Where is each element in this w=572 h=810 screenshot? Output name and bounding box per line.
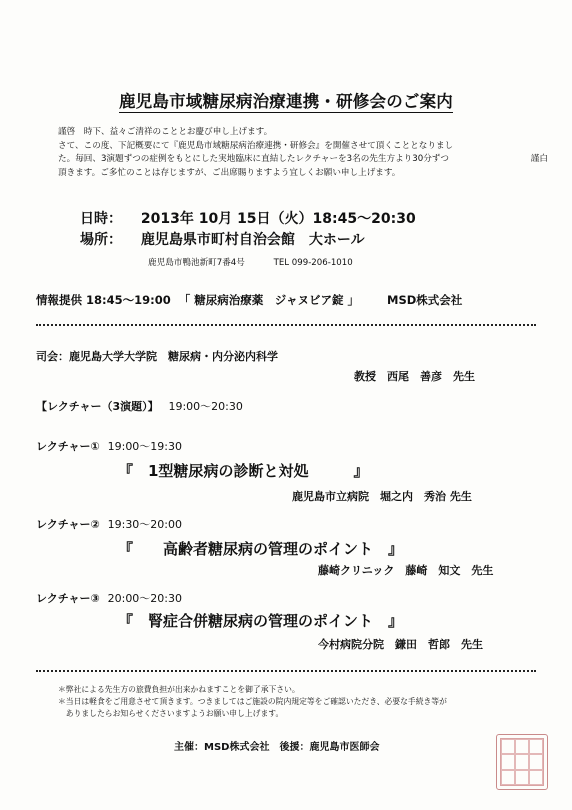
note: ありましたらお知らせくださいますようお願い申し上げます。 [58,709,284,718]
intro-line: た。毎回、3演題ずつの症例をもとにした実地臨床に直結したレクチャーを3名の先生方より30分ずつ [58,154,449,164]
association-seal [496,734,548,790]
lecture-time: 20:00～20:30 [107,592,183,605]
intro-line: 頂きます。ご多忙のことは存じますが、ご出席賜りますよう宜しくお願い申し上げます。 [58,167,401,178]
intro-paragraph [58,126,548,180]
intro-closing: 謹白 [530,154,548,164]
address: 鹿児島市鴨池新町7番4号 [148,258,245,268]
page-title: 鹿児島市域糖尿病治療連携・研修会のご案内 [119,92,453,111]
telephone: TEL 099-206-1010 [273,258,353,268]
date-label: 日時： [80,211,122,227]
date-value: 2013年 10月 15日（火）18:45～20:30 [140,211,416,227]
lecture-label: レクチャー③ [36,592,100,605]
info-company: MSD株式会社 [387,293,463,307]
chair-name: 教授 西尾 善彦 先生 [354,370,475,383]
lecture-title: 『 高齢者糖尿病の管理のポイント 』 [118,540,404,558]
lecture-header-label: 【レクチャー（3演題）】 [36,400,159,413]
info-product: 「 糖尿病治療薬 ジャヌビア錠 」 [178,293,360,307]
dotted-divider [36,324,536,326]
note: ＊当日は軽食をご用意させて頂きます。つきましてはご施設の院内規定等をご確認いただき、必要な手続き等が [58,697,447,706]
lecture-label: レクチャー① [36,440,100,453]
sponsor-line: 主催：MSD株式会社 後援：鹿児島市医師会 [174,742,380,753]
lecture-time: 19:00～19:30 [107,440,183,453]
intro-line: 謹啓 時下、益々ご清祥のこととお慶び申し上げます。 [58,127,273,137]
lecture-header-time: 19:00～20:30 [168,400,243,413]
intro-line: さて、この度、下記概要にて『鹿児島市域糖尿病治療連携・研修会』を開催させて頂くこととなりまし [58,140,454,151]
place-label: 場所： [80,232,122,248]
lecture-time: 19:30～20:00 [107,518,183,531]
place-value: 鹿児島県市町村自治会館 大ホール [140,232,365,248]
note: ＊弊社による先生方の旅費負担が出来かねますことを御了承下さい。 [58,685,300,694]
info-label: 情報提供 18:45～19:00 [36,293,171,307]
lecture-speaker: 鹿児島市立病院 堀之内 秀治 先生 [292,490,472,503]
lecture-label: レクチャー② [36,518,100,531]
dotted-divider [36,670,536,672]
chair-affiliation: 司会：鹿児島大学大学院 糖尿病・内分泌内科学 [36,350,278,363]
lecture-title: 『 腎症合併糖尿病の管理のポイント 』 [118,612,404,630]
lecture-speaker: 藤崎クリニック 藤崎 知文 先生 [318,564,494,577]
lecture-title: 『 1型糖尿病の診断と対処 』 [118,462,369,480]
lecture-speaker: 今村病院分院 鎌田 哲郎 先生 [318,638,483,651]
